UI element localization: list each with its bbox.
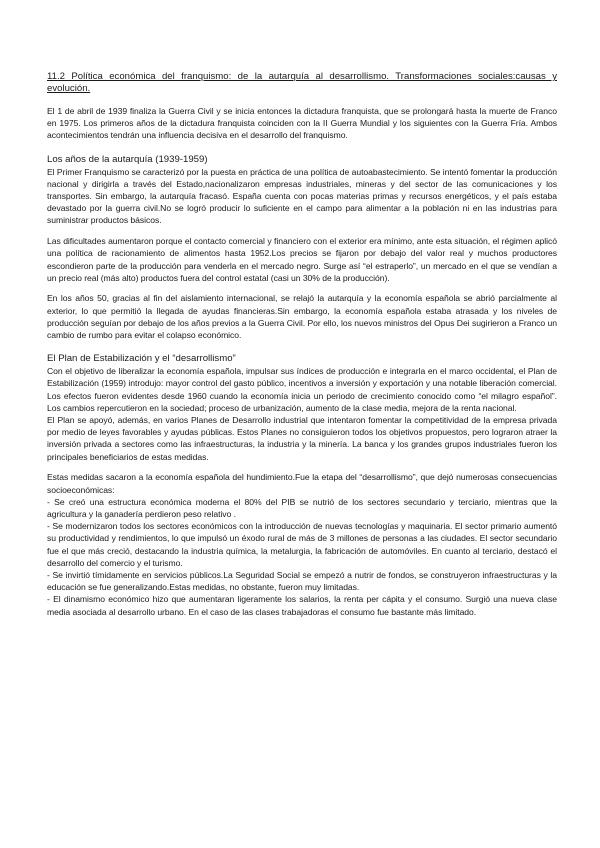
autarquia-paragraph-1: El Primer Franquismo se caracterizó por la puesta en práctica de una política de autoabastecimiento. Se intentó fomentar la producción nacional y dirigirla a través del Estado,nacionalizaron empresas industriales, mineras y del sector de las comunicaciones y los transportes. Sin embargo, la autarquía fracasó. España cuenta con pocas materias primas y recursos energéticos, y el país estaba devastado por la guerra civil.No se logró producir lo suficiente en el campo para alimentar a la población ni en las industrias para suministrar productos básicos.	[47, 166, 557, 226]
desarrollismo-paragraph-1: Con el objetivo de liberalizar la economía española, impulsar sus índices de producción e integrarla en el marco occidental, el Plan de Estabilización (1959) introdujo: mayor control del gasto público, incentivos a inversión y exportación y una notable liberación comercial. Los efectos fueron evidentes desde 1960 cuando la economía inicia un periodo de crecimiento conocido como “el milagro español”. Los cambios repercutieron en la sociedad; proceso de urbanización, aumento de la clase media, mejora de la renta nacional.	[47, 366, 557, 413]
intro-paragraph: El 1 de abril de 1939 finaliza la Guerra Civil y se inicia entonces la dictadura franquista, que se prolongará hasta la muerte de Franco en 1975. Los primeros años de la dictadura franquista coinciden con la II Guerra Mundial y los siguientes con la Guerra Fría. Ambos acontecimientos tendrán una influencia decisiva en el desarrollo del franquismo.	[47, 106, 557, 141]
consequence-item: - Se creó una estructura económica moderna el 80% del PIB se nutrió de los sectores secundario y terciario, mientras que la agricultura y la ganadería perdieron peso relativo .	[47, 496, 557, 519]
section-heading-desarrollismo: El Plan de Estabilización y el “desarrollismo”	[47, 353, 236, 365]
consequence-item: - Se modernizaron todos los sectores económicos con la introducción de nuevas tecnologías y maquinaria. El sector primario aumentó su productividad y rendimientos, lo que impulsó un éxodo rural de más de 3 millones de personas a las ciudades. El sector secundario fue el que más creció, destacando la industria química, la metalurgia, la fabricación de automóviles. En cuanto al terciario, destacó el desarrollo del comercio y el turismo.	[47, 521, 557, 568]
autarquia-paragraph-3: En los años 50, gracias al fin del aislamiento internacional, se relajó la autarquía y la economía española se abrió parcialmente al exterior, lo que permitió la llegada de ayudas financieras.Sin embargo, la economía española estaba atrasada y los niveles de producción seguían por debajo de los años previos a la Guerra Civil. Por ello, los nuevos ministros del Opus Dei sugirieron a Franco un cambio de rumbo para evitar el colapso económico.	[47, 293, 557, 341]
autarquia-paragraph-2: Las dificultades aumentaron porque el contacto comercial y financiero con el exterior era mínimo, ante esta situación, el régimen aplicó una política de racionamiento de alimentos hasta 1952.Los precios se fijaron por debajo del valor real y muchos productores escondieron parte de la producción para venderla en el mercado negro. Surge así “el estraperlo”, un mercado en el que se vendían a un precio real (más alto) productos fuera del control estatal (casi un 30% de la producción).	[47, 236, 557, 283]
desarrollismo-paragraph-3: Estas medidas sacaron a la economía española del hundimiento.Fue la etapa del “desarrollismo”, que dejó numerosas consecuencias socioeconómicas:	[47, 472, 557, 495]
consequence-item: - El dinamismo económico hizo que aumentaran ligeramente los salarios, la renta per cápita y el consumo. Surgió una nueva clase media asociada al desarrollo urbano. En el caso de las clases trabajadoras el consumo fue bastante más limitado.	[47, 594, 557, 617]
document-body	[47, 71, 557, 618]
consequence-item: - Se invirtió tímidamente en servicios públicos.La Seguridad Social se empezó a nutrir de fondos, se construyeron infraestructuras y la educación se fue generalizando.Estas medidas, no obstante, fueron muy limitadas.	[47, 570, 557, 593]
section-heading-autarquia: Los años de la autarquía (1939-1959)	[47, 153, 208, 165]
desarrollismo-paragraph-2: El Plan se apoyó, además, en varios Planes de Desarrollo industrial que intentaron fomentar la competitividad de la empresa privada por medio de leyes favorables y ayudas públicas. Estos Planes no consiguieron todos los objetivos propuestos, pero lograron atraer la inversión privada a sectores como las infraestructuras, la industria y la minería. La banca y los grandes grupos industriales fueron los principales beneficiarios de estas medidas.	[47, 415, 557, 462]
document-title: 11.2 Política económica del franquismo: de la autarquía al desarrollismo. Transformaciones sociales:causas y evolución.	[47, 71, 557, 94]
